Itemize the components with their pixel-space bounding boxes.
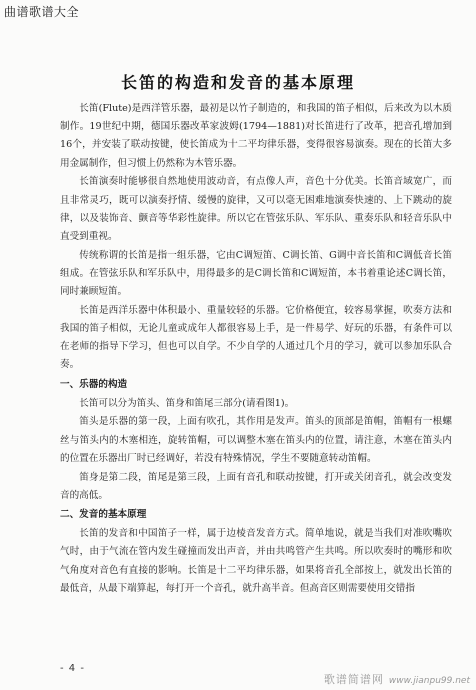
article-body [60,100,452,598]
intro-paragraph: 长笛演奏时能够很自然地使用波动音，有点像人声，音色十分优美。长笛音域宽广，而且非常灵巧，既可以演奏抒情、缓慢的旋律，又可以毫无困难地演奏快速的、上下跳动的旋律，以及装饰音、颤音等华彩性旋律。所以它在管弦乐队、军乐队、重奏乐队和轻音乐队中直受到重视。 [60,176,452,242]
intro-paragraph: 长笛是西洋乐器中体积最小、重量较轻的乐器。它价格便宜，较容易掌握，吹奏方法和我国的笛子相似，无论儿童或成年人都很容易上手，是一件易学、好玩的乐器，有条件可以在老师的指导下学习，但也可以自学。不少自学的人通过几个月的学习，就可以参加乐队合奏。 [60,304,452,371]
page-number: - 4 - [60,663,85,674]
principle-paragraph: 长笛的发音和中国笛子一样，属于边棱音发音方式。简单地说，就是当我们对准吹嘴吹气时，由于气流在管内发生碰撞而发出声音，并由共鸣管产生共鸣。所以吹奏时的嘴形和吹气角度对音色有直接的影响。长笛是十二平均律乐器，如果将音孔全部按上，就发出长笛的最低音，从最下端算起，每打开一个音孔，就升高半音。但高音区则需要使用交错指 [60,528,452,594]
intro-paragraph: 传统称谓的长笛是指一组乐器，它由C调短笛、C调长笛、G调中音长笛和C调低音长笛组成。在管弦乐队和军乐队中，用得最多的是C调长笛和C调短笛，本书着重论述C调长笛，同时兼顾短笛。 [60,249,452,298]
structure-paragraph: 长笛可以分为笛头、笛身和笛尾三部分(请看图1)。 [79,397,295,409]
structure-paragraph: 笛身是第二段，笛尾是第三段，上面有音孔和联动按键，打开或关闭音孔，就会改变发音的高低。 [60,471,452,501]
section-heading-principle: 二、发音的基本原理 [60,508,147,520]
watermark-url: www.jianpu99.net [388,676,470,686]
structure-paragraph: 笛头是乐器的第一段，上面有吹孔，其作用是发声。笛头的顶部是笛帽，笛帽有一根螺丝与笛头内的木塞相连，旋转笛帽，可以调整木塞在笛头内的位置，请注意，木塞在笛头内的位置在乐器出厂时已经调好，若没有特殊情况，学生不要随意转动笛帽。 [60,416,452,464]
section-heading-structure: 一、乐器的构造 [60,378,128,390]
intro-paragraph: 长笛(Flute)是西洋管乐器，最初是以竹子制造的，和我国的笛子相似，后来改为以木质制作。19世纪中期，德国乐器改革家波姆(1794—1881)对长笛进行了改革，把音孔增加到16个，并安装了联动按键，使长笛成为十二平均律乐器，变得很容易演奏。现在的长笛大多用金属制作，但习惯上仍然称为木管乐器。 [60,103,452,169]
site-header-text: 曲谱歌谱大全 [4,5,80,19]
watermark-site-name: 歌谱简谱网 [323,673,384,686]
site-watermark [324,671,470,687]
article-title: 长笛的构造和发音的基本原理 [120,73,355,92]
